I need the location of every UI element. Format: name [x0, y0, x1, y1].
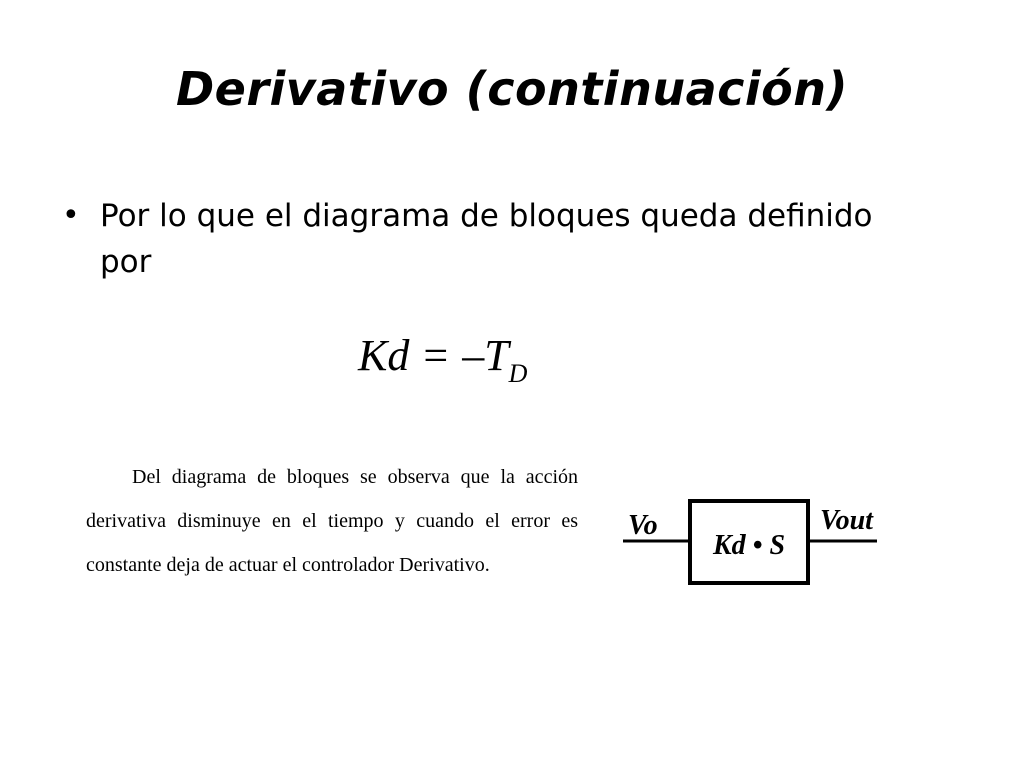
bullet-text: Por lo que el diagrama de bloques queda definido por — [100, 198, 873, 280]
output-label: Vout — [820, 505, 873, 536]
equation-sign: = — [423, 331, 449, 380]
bullet-item — [62, 193, 902, 285]
explanation-paragraph: Del diagrama de bloques se observa que la acción derivativa disminuye en el tiempo y cuando el error es constante deja de actuar el controlador Derivativo. — [86, 466, 578, 576]
block-label: Kd • S — [712, 530, 786, 561]
bullet-dot-icon: • — [62, 198, 80, 233]
equation-rhs-subscript: D — [508, 359, 528, 388]
input-label: Vo — [628, 510, 658, 541]
equation-rhs: –T — [462, 331, 509, 380]
equation — [358, 330, 527, 389]
block-diagram — [620, 498, 890, 590]
equation-lhs: Kd — [358, 331, 410, 380]
slide-title: Derivativo (continuación) — [175, 62, 849, 116]
